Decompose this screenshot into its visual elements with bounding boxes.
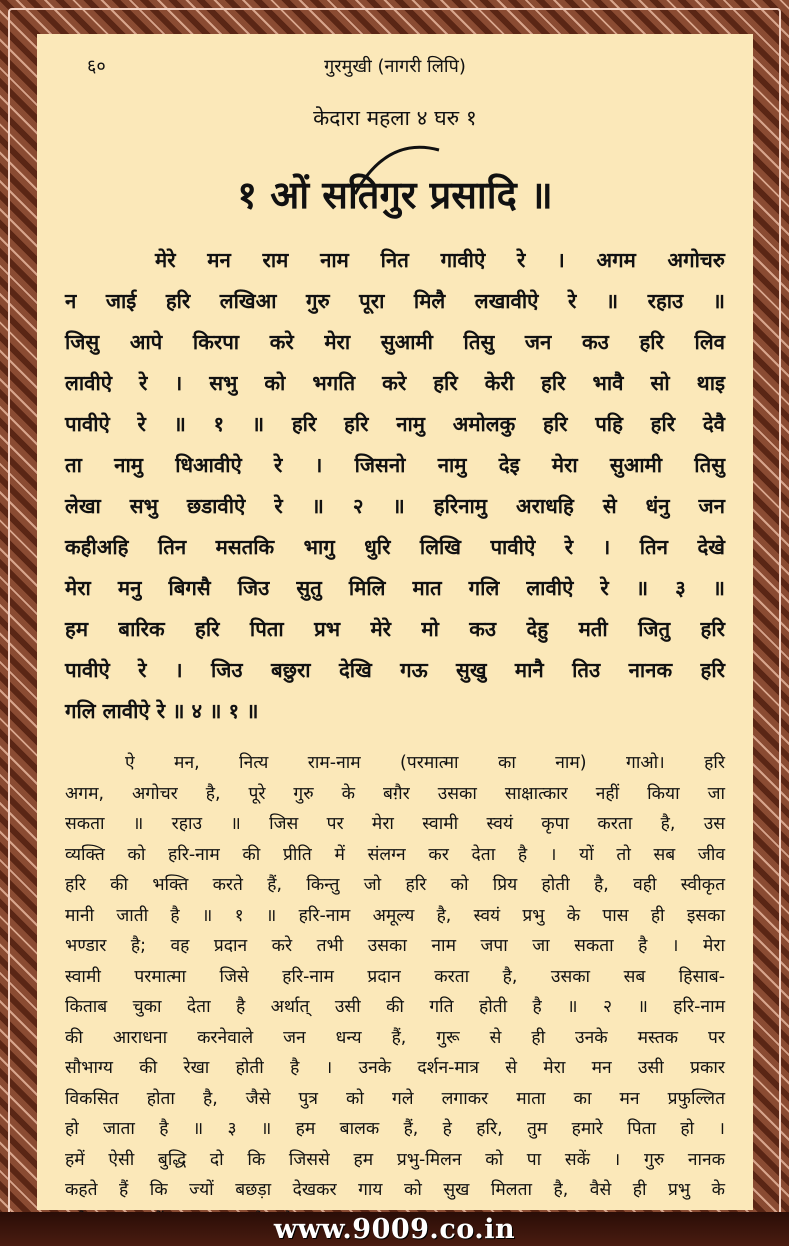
verse-line: पावीऐ रे ॥ १ ॥ हरि हरि नामु अमोलकु हरि पहि हरि देवै	[65, 412, 725, 436]
meaning-line: मानी जाती है ॥ १ ॥ हरि-नाम अमूल्य है, स्वयं प्रभु के पास ही इसका	[65, 905, 725, 926]
website-link[interactable]: www.9009.co.in	[273, 1213, 516, 1245]
running-title: गुरमुखी (नागरी लिपि)	[324, 56, 466, 77]
meaning-line: भण्डार है; वह प्रदान करे तभी उसका नाम जपा जा सकता है । मेरा	[65, 936, 725, 956]
meaning-line: व्यक्ति को हरि-नाम की प्रीति में संलग्न कर देता है । यों तो सब जीव	[65, 844, 725, 865]
meaning-line: अगम, अगोचर है, पूरे गुरु के बग़ैर उसका साक्षात्कार नहीं किया जा	[65, 783, 725, 804]
meaning-line: हरि की भक्ति करते हैं, किन्तु जो हरि को प्रिय होती है, वही स्वीकृत	[65, 875, 725, 895]
verse-line: पावीऐ रे । जिउ बछुरा देखि गऊ सुखु मानै तिउ नानक हरि	[65, 658, 725, 682]
verse-line: जिसु आपे किरपा करे मेरा सुआमी तिसु जन कउ हरि लिव	[65, 330, 725, 354]
meaning-line: ऐ मन, नित्य राम-नाम (परमात्मा का नाम) गाओ। हरि	[125, 753, 725, 773]
verse-line: लावीऐ रे । सभु को भगति करे हरि केरी हरि भावै सो थाइ	[65, 371, 725, 395]
meaning-line: कहते हैं कि ज्यों बछड़ा देखकर गाय को सुख मिलता है, वैसे ही प्रभु के	[65, 1180, 725, 1200]
verse-line: कहीअहि तिन मसतकि भागु धुरि लिखि पावीऐ रे । तिन देखे	[65, 535, 725, 559]
meaning-line: स्वामी परमात्मा जिसे हरि-नाम प्रदान करता है, उसका सब हिसाब-	[65, 966, 725, 987]
verse-line: लेखा सभु छडावीऐ रे ॥ २ ॥ हरिनामु अराधहि से धंनु जन	[65, 494, 725, 518]
verse-line: मेरे मन राम नाम नित गावीऐ रे । अगम अगोचरु	[155, 248, 725, 272]
page-number: ६०	[87, 56, 106, 77]
page-header	[65, 52, 725, 80]
ek-onkar-arc-icon	[347, 142, 443, 202]
book-page	[37, 34, 753, 1210]
meaning-line: सौभाग्य की रेखा होती है । उनके दर्शन-मात्र से मेरा मन उसी प्रकार	[65, 1058, 725, 1078]
hindi-meaning	[65, 748, 725, 1236]
meaning-line: सकता ॥ रहाउ ॥ जिस पर मेरा स्वामी स्वयं कृपा करता है, उस	[65, 814, 725, 834]
verse-line: न जाई हरि लखिआ गुरु पूरा मिलै लखावीऐ रे ॥ रहाउ ॥	[65, 289, 725, 313]
footer-strip	[0, 1212, 789, 1246]
verse-line: हम बारिक हरि पिता प्रभ मेरे मो कउ देहु मती जितु हरि	[65, 617, 725, 641]
meaning-line: विकसित होता है, जैसे पुत्र को गले लगाकर माता का मन प्रफुल्लित	[65, 1088, 725, 1109]
gurmukhi-verse	[65, 240, 725, 732]
meaning-line: हो जाता है ॥ ३ ॥ हम बालक हैं, हे हरि, तुम हमारे पिता हो ।	[65, 1119, 725, 1139]
meaning-line: की आराधना करनेवाले जन धन्य हैं, गुरू से ही उनके मस्तक पर	[65, 1027, 725, 1048]
section-heading: केदारा महला ४ घरु १	[313, 106, 477, 130]
verse-line: ता नामु धिआवीऐ रे । जिसनो नामु देइ मेरा सुआमी तिसु	[65, 453, 725, 477]
meaning-line: हमें ऐसी बुद्धि दो कि जिससे हम प्रभु-मिलन को पा सकें । गुरु नानक	[65, 1149, 725, 1170]
meaning-line: किताब चुका देता है अर्थात् उसी की गति होती है ॥ २ ॥ हरि-नाम	[65, 997, 725, 1017]
invocation-text: १ ओं सतिगुर प्रसादि ॥	[237, 173, 553, 217]
invocation-heading	[65, 172, 725, 218]
verse-line: मेरा मनु बिगसै जिउ सुतु मिलि मात गलि लावीऐ रे ॥ ३ ॥	[65, 576, 725, 600]
verse-line: गलि लावीऐ रे ॥ ४ ॥ १ ॥	[65, 699, 259, 723]
